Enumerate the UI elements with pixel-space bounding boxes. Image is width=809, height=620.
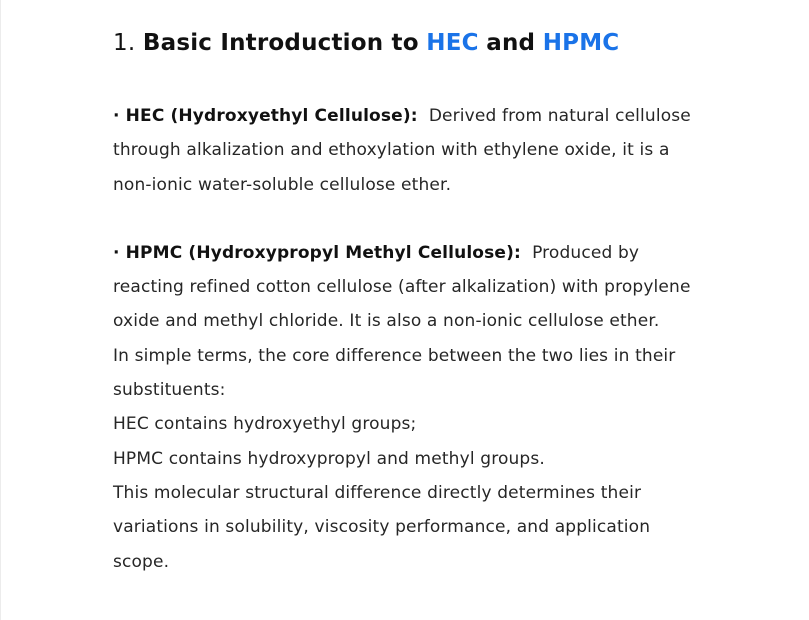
hpmc-line-6: HEC contains hydroxyethyl groups; (113, 414, 417, 435)
hpmc-line-4: In simple terms, the core difference between the two lies in their (113, 345, 676, 366)
section-title-hec: HEC (426, 30, 479, 56)
hpmc-paragraph (113, 236, 713, 579)
hec-line-2: through alkalization and ethoxylation with ethylene oxide, it is a (113, 140, 670, 161)
hpmc-term: · HPMC (Hydroxypropyl Methyl Cellulose): (113, 242, 521, 263)
hec-text-1: Derived from natural cellulose (428, 106, 691, 126)
hec-term: · HEC (Hydroxyethyl Cellulose): (113, 106, 418, 126)
hpmc-line-8: This molecular structural difference directly determines their (113, 482, 642, 503)
hpmc-line-1 (113, 236, 713, 270)
hpmc-text-1: Produced by (532, 242, 640, 263)
hpmc-line-10: scope. (113, 551, 170, 572)
hpmc-line-2: reacting refined cotton cellulose (after alkalization) with propylene (113, 277, 691, 298)
hpmc-line-9: variations in solubility, viscosity performance, and application (113, 517, 651, 538)
hpmc-line-3: oxide and methyl chloride. It is also a non-ionic cellulose ether. (113, 311, 660, 332)
section-title-hpmc: HPMC (542, 30, 620, 56)
section-heading (113, 22, 713, 64)
page-left-border (0, 0, 1, 620)
hec-line-1 (113, 99, 713, 133)
section-number: 1. (113, 30, 136, 56)
hec-paragraph (113, 99, 713, 202)
section-title-and: and (486, 30, 536, 56)
section-title-text: Basic Introduction to (142, 30, 419, 56)
hpmc-line-7: HPMC contains hydroxypropyl and methyl groups. (113, 448, 545, 469)
article-content (113, 22, 713, 579)
hpmc-line-5: substituents: (113, 380, 226, 401)
hec-line-3: non-ionic water-soluble cellulose ether. (113, 174, 452, 195)
